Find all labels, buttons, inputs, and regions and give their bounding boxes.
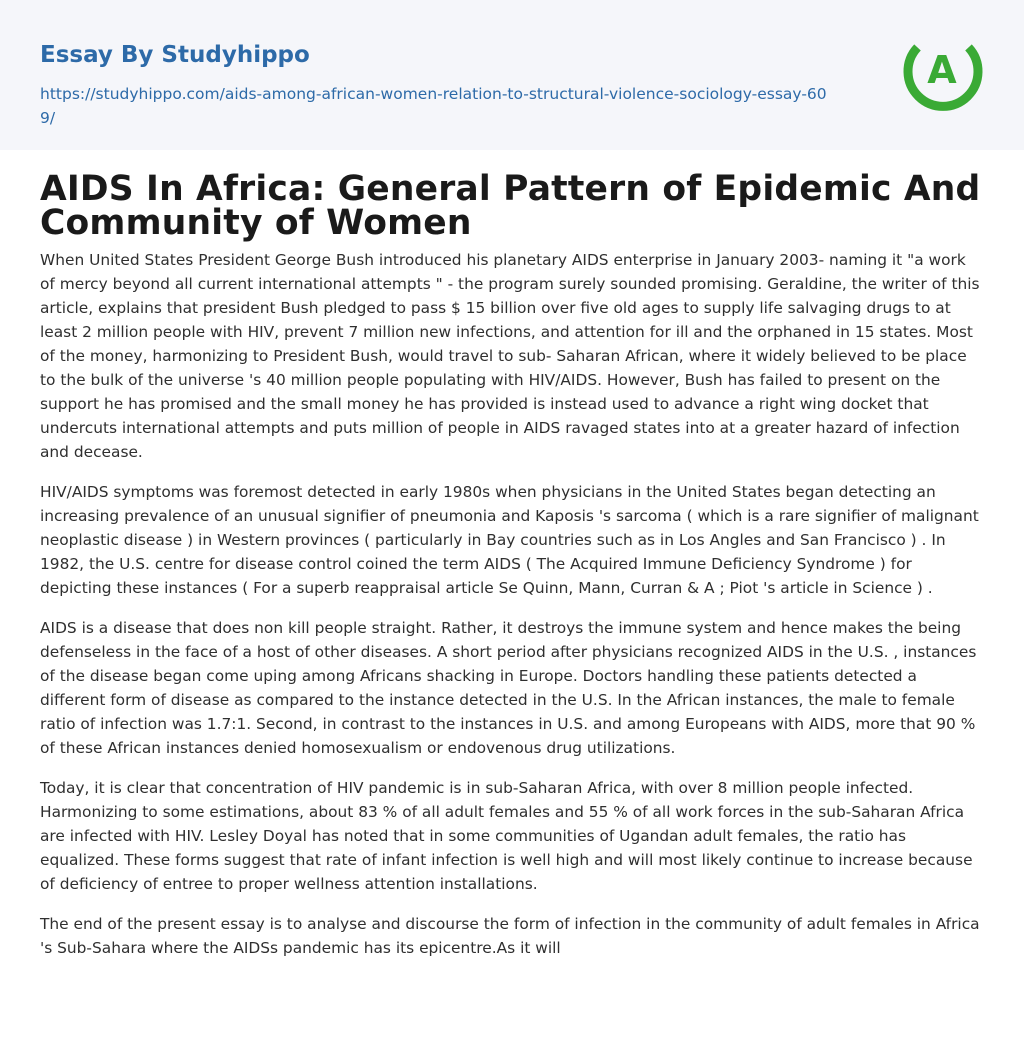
article-paragraph: When United States President George Bush introduced his planetary AIDS enterprise in January 2003- naming it "a work of mercy beyond all current international attempts " - the program surely sounded promising. Geraldine, the writer of this article, explains that president Bush pledged to pass $ 15 billion over five old ages to supply life salvaging drugs to at least 2 million people with HIV, prevent 7 million new infections, and attention for ill and the orphaned in 15 states. Most of the money, harmonizing to President Bush, would travel to sub- Saharan African, where it widely believed to be place to the bulk of the universe 's 40 million people populating with HIV/AIDS. However, Bush has failed to present on the support he has promised and the small money he has provided is instead used to advance a right wing docket that undercuts international attempts and puts million of people in AIDS ravaged states into at a greater hazard of infection and decease. xyxy=(40,251,980,461)
article-paragraph: The end of the present essay is to analyse and discourse the form of infection in the community of adult females in Africa 's Sub-Sahara where the AIDSs pandemic has its epicentre.As it will xyxy=(40,915,980,957)
article-paragraph: Today, it is clear that concentration of HIV pandemic is in sub-Saharan Africa, with over 8 million people infected. Harmonizing to some estimations, about 83 % of all adult females and 55 % of all work forces in the sub-Saharan Africa are infected with HIV. Lesley Doyal has noted that in some communities of Ugandan adult females, the ratio has equalized. These forms suggest that rate of infant infection is well high and will most likely continue to increase because of deficiency of entree to proper wellness attention installations. xyxy=(40,779,973,893)
source-url-link[interactable]: https://studyhippo.com/aids-among-african-women-relation-to-structural-violence-sociology-essay-609/ xyxy=(40,85,827,127)
site-brand[interactable]: Essay By Studyhippo xyxy=(40,42,310,68)
logo-letter: A xyxy=(927,48,957,92)
article-paragraph: HIV/AIDS symptoms was foremost detected in early 1980s when physicians in the United States began detecting an increasing prevalence of an unusual signifier of pneumonia and Kaposis 's sarcoma ( which is a rare signifier of malignant neoplastic disease ) in Western provinces ( particularly in Bay countries such as in Los Angles and San Francisco ) . In 1982, the U.S. centre for disease control coined the term AIDS ( The Acquired Immune Deficiency Syndrome ) for depicting these instances ( For a superb reappraisal article Se Quinn, Mann, Curran & A ; Piot 's article in Science ) . xyxy=(40,483,979,597)
article-body xyxy=(0,169,1024,960)
studyhippo-logo-icon[interactable] xyxy=(898,27,988,117)
article-title: AIDS In Africa: General Pattern of Epidemic And Community of Women xyxy=(40,169,981,243)
site-header xyxy=(0,0,1024,150)
article-paragraph: AIDS is a disease that does non kill people straight. Rather, it destroys the immune system and hence makes the being defenseless in the face of a host of other diseases. A short period after physicians recognized AIDS in the U.S. , instances of the disease began come uping among Africans shacking in Europe. Doctors handling these patients detected a different form of disease as compared to the instance detected in the U.S. In the African instances, the male to female ratio of infection was 1.7:1. Second, in contrast to the instances in U.S. and among Europeans with AIDS, more that 90 % of these African instances denied homosexualism or endovenous drug utilizations. xyxy=(40,619,977,757)
